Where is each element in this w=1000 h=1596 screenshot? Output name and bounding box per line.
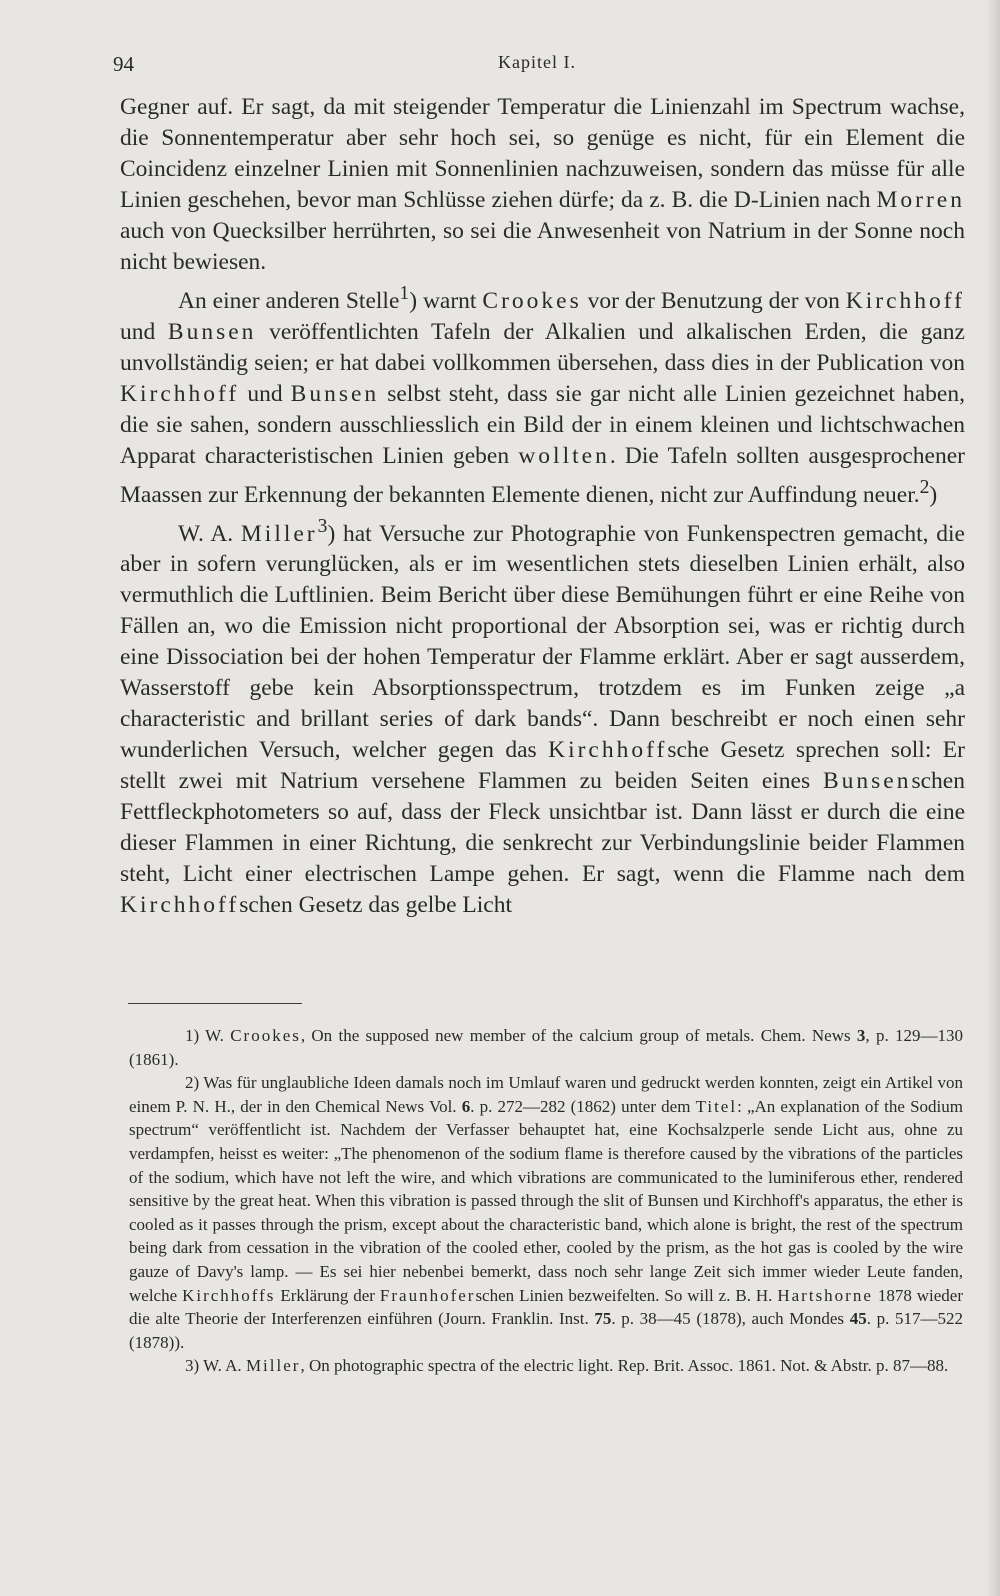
footnote-ref-1: 1: [399, 283, 410, 304]
footnote-2: 2) Was für unglaubliche Ideen damals noch im Umlauf waren und gedruckt werden konnten, zeigt ein Artikel von einem P. N. H., der in den Chemical News Vol. 6. p. 272—282 (1862) unter dem Titel: „An explanation of the Sodium spectrum“ veröffentlicht ist. Nachdem der Verfasser behauptet hat, eine Kochsalzperle sende Licht aus, ohne zu verdampfen, heisst es weiter: „The phenomenon of the sodium flame is therefore caused by the vibrations of the particles of the sodium, which have not left the wire, and which vibrations are communicated to the luminiferous ether, rendered sensitive by the great heat. When this vibration is passed through the slit of Bunsen und Kirchhoff's apparatus, the ether is cooled as it passes through the prism, except about the characteristic band, which alone is bright, the rest of the spectrum being dark from cessation in the vibration of the cooled ether, cooled by the prism, as the hot gas is cooled by the wire gauze of Davy's lamp. — Es sei hier nebenbei bemerkt, dass noch sehr lange Zeit sich immer wieder Leute fanden, welche Kirchhoffs Erklärung der Fraunhoferschen Linien bezweifelten. So will z. B. H. Hartshorne 1878 wieder die alte Theorie der Interferenzen einführen (Journ. Franklin. Inst. 75. p. 38—45 (1878), auch Mondes 45. p. 517—522 (1878)).: [129, 1073, 964, 1352]
spaced-emphasis: Titel: [695, 1096, 738, 1116]
spaced-name: Bunsen: [290, 380, 380, 407]
paragraph-2: An einer anderen Stelle$^1$) warnt Crookes vor der Benutzung der von Kirchhoff und Bunsen veröffentlichten Tafeln der Alkalien und alkalischen Erden, die ganz unvollständig seien; er hat dabei vollkommen übersehen, dass dies in der Publication von Kirchhoff und Bunsen selbst steht, dass sie gar nicht alle Linien gezeichnet haben, die sie sahen, sondern ausschliesslich ein Bild der in einem kleinen und lichtschwachen Apparat characteristischen Linien geben wollten. Die Tafeln sollten ausgesprochener Maassen zur Erkennung der bekannten Elemente dienen, nicht zur Auffindung neuer.$^2$): [120, 283, 965, 508]
spaced-name: Miller: [245, 1356, 301, 1376]
volume-number: 75: [594, 1309, 612, 1329]
page-edge-shadow: [986, 0, 1000, 1596]
page-header: [113, 52, 963, 82]
spaced-name: Hartshorne: [777, 1285, 873, 1305]
spaced-name: Bunsen: [167, 318, 257, 345]
spaced-name: Crookes: [482, 287, 582, 314]
footnote-ref-3: 3: [317, 515, 328, 537]
footnotes: [129, 1024, 963, 1378]
spaced-name: Fraunhofer: [379, 1285, 476, 1305]
spaced-name: Kirchhoff: [120, 892, 240, 919]
page-number: 94: [113, 52, 134, 76]
main-text: [120, 92, 965, 921]
volume-number: 45: [849, 1309, 867, 1329]
spaced-name: Kirchhoff: [120, 380, 240, 407]
footnote-divider: [128, 1003, 302, 1004]
spaced-name: Kirchhoff: [548, 737, 668, 764]
spaced-name: Miller: [240, 520, 318, 547]
paragraph-3: W. A. Miller$^3$) hat Versuche zur Photographie von Funkenspectren gemacht, die aber in sofern verunglücken, als er im wesentlichen stets dieselben Linien erhält, also vermuthlich die Luftlinien. Beim Bericht über diese Bemühungen führt er eine Reihe von Fällen an, wo die Emission nicht proportional der Absorption sei, was er richtig durch eine Dissociation bei der hohen Temperatur der Flamme erklärt. Aber er sagt ausserdem, Wasserstoff gebe kein Absorptionsspectrum, trotzdem es im Funken zeige „a characteristic and brillant series of dark bands“. Dann beschreibt er noch einen sehr wunderlichen Versuch, welcher gegen das Kirchhoffsche Gesetz sprechen soll: Er stellt zwei mit Natrium versehene Flammen zu beiden Seiten eines Bunsenschen Fettfleckphotometers so auf, dass der Fleck unsichtbar ist. Dann lässt er durch die eine dieser Flammen in einer Richtung, die senkrecht zur Verbindungslinie beider Flammen steht, Licht einer electrischen Lampe gehen. Er sagt, wenn die Flamme nach dem Kirchhoffschen Gesetz das gelbe Licht: [120, 515, 965, 919]
footnote-ref-2: 2: [919, 476, 930, 498]
volume-number: 3: [856, 1026, 866, 1045]
footnote-3: 3) W. A. Miller, On photographic spectra of the electric light. Rep. Brit. Assoc. 1861. Not. & Abstr. p. 87—88.: [185, 1356, 949, 1376]
spaced-name: Bunsen: [822, 768, 912, 795]
volume-number: 6: [461, 1096, 471, 1116]
spaced-name: Kirchhoff: [845, 287, 965, 314]
spaced-name: Morren: [876, 187, 965, 213]
spaced-name: Crookes: [230, 1026, 301, 1045]
spaced-emphasis: wollten: [518, 442, 610, 469]
spaced-name: Kirchhoffs: [182, 1285, 276, 1305]
running-title: Kapitel I.: [498, 52, 576, 72]
paragraph-1: Gegner auf. Er sagt, da mit steigender Temperatur die Linienzahl im Spectrum wachse, die Sonnentemperatur aber sehr hoch sei, so genüge es nicht, für ein Element die Coincidenz einzelner Linien mit Sonnenlinien nachzuweisen, sondern das müsse für alle Linien geschehen, bevor man Schlüsse ziehen dürfe; da z. B. die D-Linien nach Morren auch von Quecksilber herrührten, so sei die Anwesenheit von Natrium in der Sonne noch nicht bewiesen.: [120, 94, 965, 275]
footnote-1: 1) W. Crookes, On the supposed new member of the calcium group of metals. Chem. News 3, p. 129—130 (1861).: [129, 1026, 963, 1069]
